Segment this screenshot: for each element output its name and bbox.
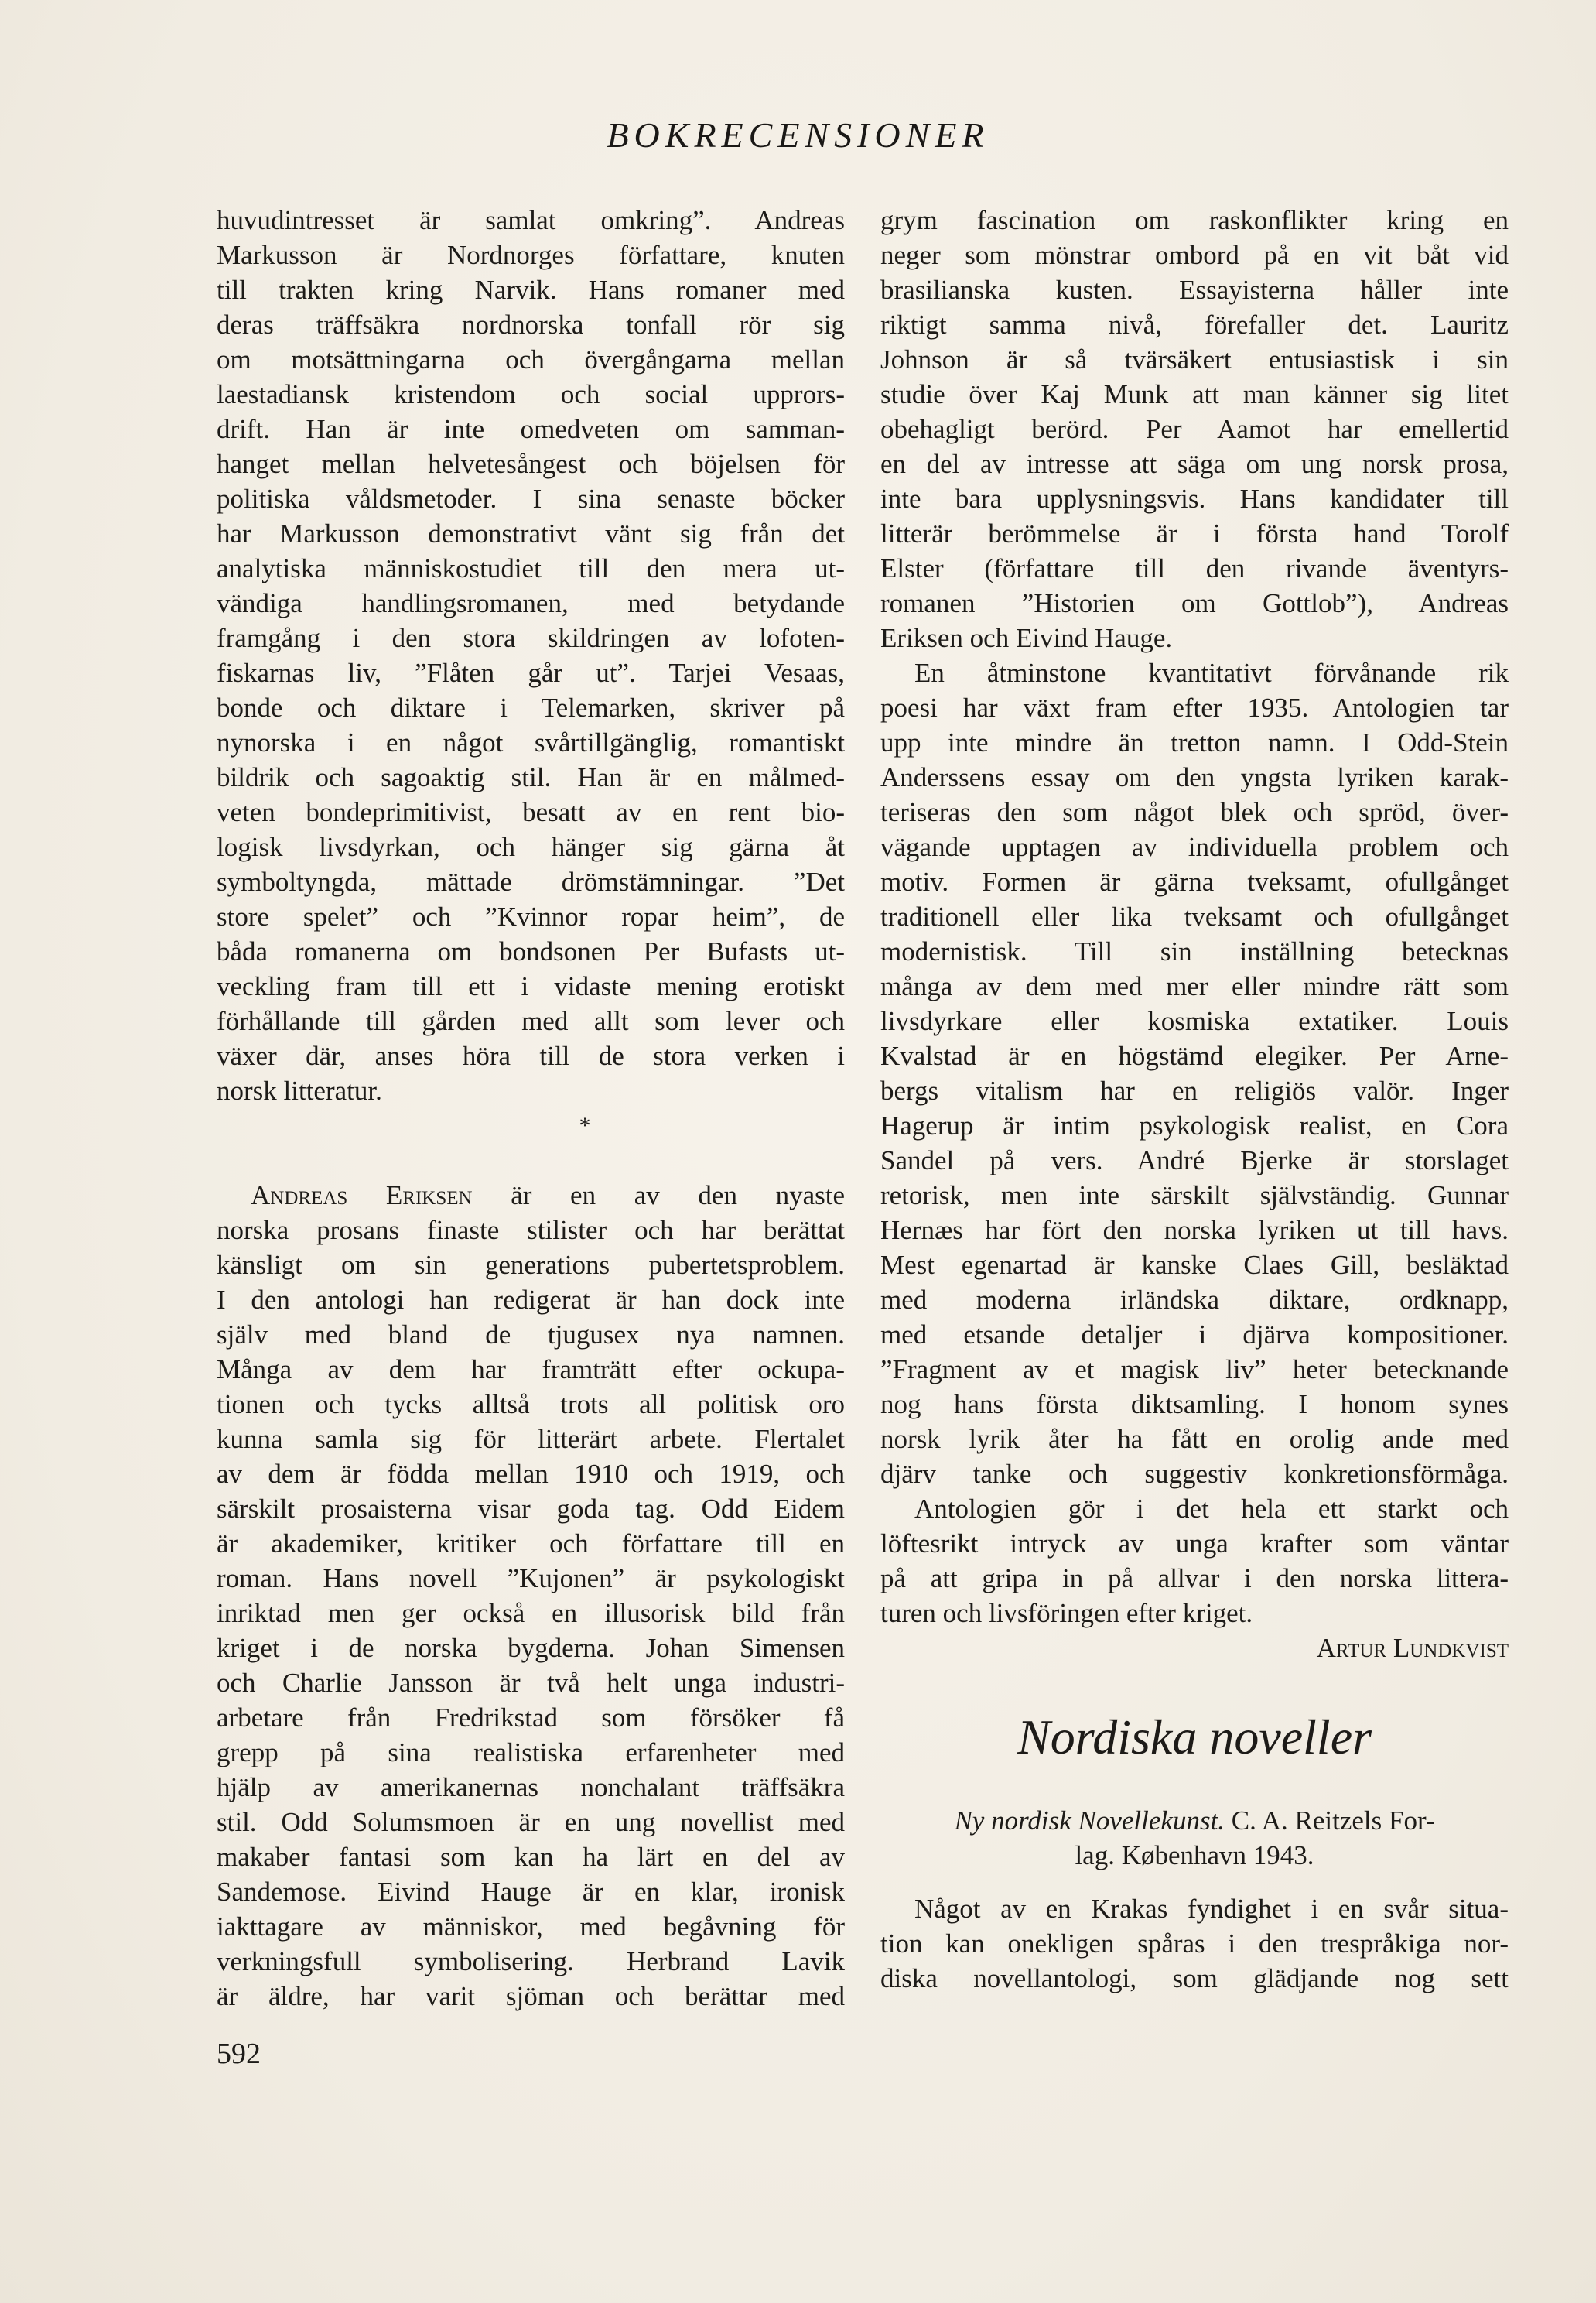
text-line: teriseras den som något blek och spröd, över- [880,797,1509,827]
page-number: 592 [217,2038,261,2070]
text-line: Elster (författare till den rivande äventyrs- [880,553,1509,583]
text-line: vändiga handlingsromanen, med betydande [217,588,845,618]
text-line: turen och livsföringen efter kriget. [880,1598,1253,1628]
text-line: verkningsfull symbolisering. Herbrand Lavik [217,1946,845,1976]
lead-author-name: Andreas Eriksen [251,1180,473,1210]
text-line: bergs vitalism har en religiös valör. Inger [880,1076,1509,1106]
text-line: framgång i den stora skildringen av lofoten- [217,623,845,653]
source-line-2: lag. København 1943. [1075,1840,1314,1870]
running-head: BOKRECENSIONER [607,115,989,155]
text-line: fiskarnas liv, ”Flåten går ut”. Tarjei Vesaas, [217,658,845,688]
text-line: arbetare från Fredrikstad som försöker få [217,1702,845,1733]
text-line: diska novellantologi, som glädjande nog sett [880,1963,1509,1993]
text-line: iakttagare av människor, med begåvning för [217,1911,845,1942]
text-line: Mest egenartad är kanske Claes Gill, besläktad [880,1250,1509,1280]
text-line: norska prosans finaste stilister och har berättat [217,1215,845,1245]
text-line: inriktad men ger också en illusorisk bild från [217,1598,845,1628]
section-separator: * [579,1113,591,1138]
text-line: Antologien gör i det hela ett starkt och [914,1494,1509,1524]
text-line: drift. Han är inte omedveten om samman- [217,414,845,444]
text-line: norsk litteratur. [217,1076,382,1106]
text-line: hjälp av amerikanernas nonchalant träffsäkra [217,1772,845,1802]
text-line: roman. Hans novell ”Kujonen” är psykologiskt [217,1563,845,1593]
text-line: särskilt prosaisterna visar goda tag. Odd Eidem [217,1494,845,1524]
text-line: känsligt om sin generations pubertetsproblem. [217,1250,845,1280]
text-line: tion kan onekligen spåras i den trespråkiga nor- [880,1928,1509,1959]
text-line: poesi har växt fram efter 1935. Antologien tar [880,693,1509,723]
text-line: traditionell eller lika tveksamt och ofullgånget [880,902,1509,932]
text-line: veten bondeprimitivist, besatt av en rent bio- [217,797,845,827]
text-line: nynorska i en något svårtillgänglig, romantiskt [217,727,845,758]
text-line: växer där, anses höra till de stora verken i [217,1041,845,1071]
eriksen-paragraph [217,1213,845,2014]
reviewer-signature: Artur Lundkvist [1316,1633,1509,1663]
text-line: ”Fragment av et magisk liv” heter betecknande [880,1354,1509,1384]
text-line: En åtminstone kvantitativt förvånande rik [914,658,1509,688]
left-column [217,203,845,2014]
text-line: laestadiansk kristendom och social upprors- [217,379,845,409]
text-line: brasilianska kusten. Essayisterna håller inte [880,275,1509,305]
text-line: Sandel på vers. André Bjerke är storslaget [880,1145,1509,1175]
text-line: studie över Kaj Munk att man känner sig litet [880,379,1509,409]
text-line: Hagerup är intim psykologisk realist, en Cora [880,1110,1509,1141]
text-line: neger som mönstrar ombord på en vit båt vid [880,240,1509,270]
text-line: stil. Odd Solumsmoen är en ung novellist med [217,1807,845,1837]
text-line: inte bara upplysningsvis. Hans kandidater till [880,484,1509,514]
text-line: riktigt samma nivå, förefaller det. Lauritz [880,310,1509,340]
paragraph-lead-line [217,1178,845,1213]
text-line: och Charlie Jansson är två helt unga industri- [217,1668,845,1698]
text-line: med moderna irländska diktare, ordknapp, [880,1285,1509,1315]
text-line: en del av intresse att säga om ung norsk prosa, [880,449,1509,479]
text-line: huvudintresset är samlat omkring”. Andreas [217,205,845,235]
text-line: kunna samla sig för litterärt arbete. Flertalet [217,1424,845,1454]
text-line: Eriksen och Eivind Hauge. [880,623,1173,653]
text-line: grepp på sina realistiska erfarenheter med [217,1737,845,1767]
text-line: av dem är födda mellan 1910 och 1919, och [217,1459,845,1489]
text-line: om motsättningarna och övergångarna mellan [217,344,845,375]
text-line: Sandemose. Eivind Hauge är en klar, ironisk [217,1877,845,1907]
text-line: politiska våldsmetoder. I sina senaste böcker [217,484,845,514]
text-line: själv med bland de tjugusex nya namnen. [217,1319,845,1350]
text-line: litterär berömmelse är i första hand Torolf [880,518,1509,549]
text-line: motiv. Formen är gärna tveksamt, ofullgånget [880,867,1509,897]
text-line: hanget mellan helvetesångest och böjelsen för [217,449,845,479]
text-line: båda romanerna om bondsonen Per Bufasts ut- [217,936,845,967]
text-line: bildrik och sagoaktig stil. Han är en målmed- [217,762,845,792]
text-line: Johnson är så tvärsäkert entusiastisk i sin [880,344,1509,375]
text-line: grym fascination om raskonflikter kring en [880,205,1509,235]
text-line: Något av en Krakas fyndighet i en svår situa- [914,1894,1509,1924]
text-line: många av dem med mer eller mindre rätt som [880,971,1509,1001]
text-line: löftesrikt intryck av unga krafter som väntar [880,1528,1509,1559]
spacer [217,1143,845,1178]
publisher-part: C. A. Reitzels For- [1225,1805,1435,1836]
text-line: Anderssens essay om den yngsta lyriken karak- [880,762,1509,792]
paragraph-poetry [880,655,1509,1491]
text-line: obehagligt berörd. Per Aamot har emellertid [880,414,1509,444]
right-column [880,203,1509,1996]
text-line: till trakten kring Narvik. Hans romaner med [217,275,845,305]
review-continuation [217,203,845,1108]
text-line: romanen ”Historien om Gottlob”), Andreas [880,588,1509,618]
text-line: Många av dem har framträtt efter ockupa- [217,1354,845,1384]
text-line: tionen och tycks alltså trots all politisk oro [217,1389,845,1419]
text-line: djärv tanke och suggestiv konkretionsförmåga. [880,1459,1509,1489]
text-line: symboltyngda, mättade drömstämningar. ”Det [217,867,845,897]
text-line: på att gripa in på allvar i den norska littera- [880,1563,1509,1593]
text-line: har Markusson demonstrativt vänt sig från det [217,518,845,549]
text-line: veckling fram till ett i vidaste mening erotiskt [217,971,845,1001]
text-line: Markusson är Nordnorges författare, knuten [217,240,845,270]
paragraph-new-review [880,1891,1509,1996]
text-line: analytiska människostudiet till den mera ut- [217,553,845,583]
text-line: är äldre, har varit sjöman och berättar med [217,1981,845,2011]
text-line: livsdyrkare eller kosmiska extatiker. Louis [880,1006,1509,1036]
text-line: store spelet” och ”Kvinnor ropar heim”, de [217,902,845,932]
book-title: Ny nordisk Novellekunst. [954,1805,1225,1836]
spacer [880,1873,1509,1891]
text-line: norsk lyrik åter ha fått en orolig ande med [880,1424,1509,1454]
section-title: Nordiska noveller [1017,1709,1372,1764]
text-line: vägande upptagen av individuella problem och [880,832,1509,862]
text-line: I den antologi han redigerat är han dock inte [217,1285,845,1315]
text-line: retorisk, men inte särskilt självständig. Gunnar [880,1180,1509,1210]
text-line: deras träffsäkra nordnorska tonfall rör sig [217,310,845,340]
text-line: bonde och diktare i Telemarken, skriver på [217,693,845,723]
lead-line-rest: är en av den nyaste [472,1180,845,1210]
text-line: nog hans första diktsamling. I honom synes [880,1389,1509,1419]
text-line: är akademiker, kritiker och författare till en [217,1528,845,1559]
text-line: med etsande detaljer i djärva kompositioner. [880,1319,1509,1350]
text-line: kriget i de norska bygderna. Johan Simensen [217,1633,845,1663]
text-line: förhållande till gården med allt som lever och [217,1006,845,1036]
text-line: makaber fantasi som kan ha lärt en del av [217,1842,845,1872]
text-line: upp inte mindre än tretton namn. I Odd-Stein [880,727,1509,758]
paragraph-essayists [880,203,1509,655]
text-line: modernistisk. Till sin inställning betecknas [880,936,1509,967]
text-line: Hernæs har fört den norska lyriken ut till havs. [880,1215,1509,1245]
source-line-1 [880,1803,1509,1838]
text-line: Kvalstad är en högstämd elegiker. Per Arne- [880,1041,1509,1071]
paragraph-conclusion [880,1491,1509,1631]
text-line: logisk livsdyrkan, och hänger sig gärna åt [217,832,845,862]
